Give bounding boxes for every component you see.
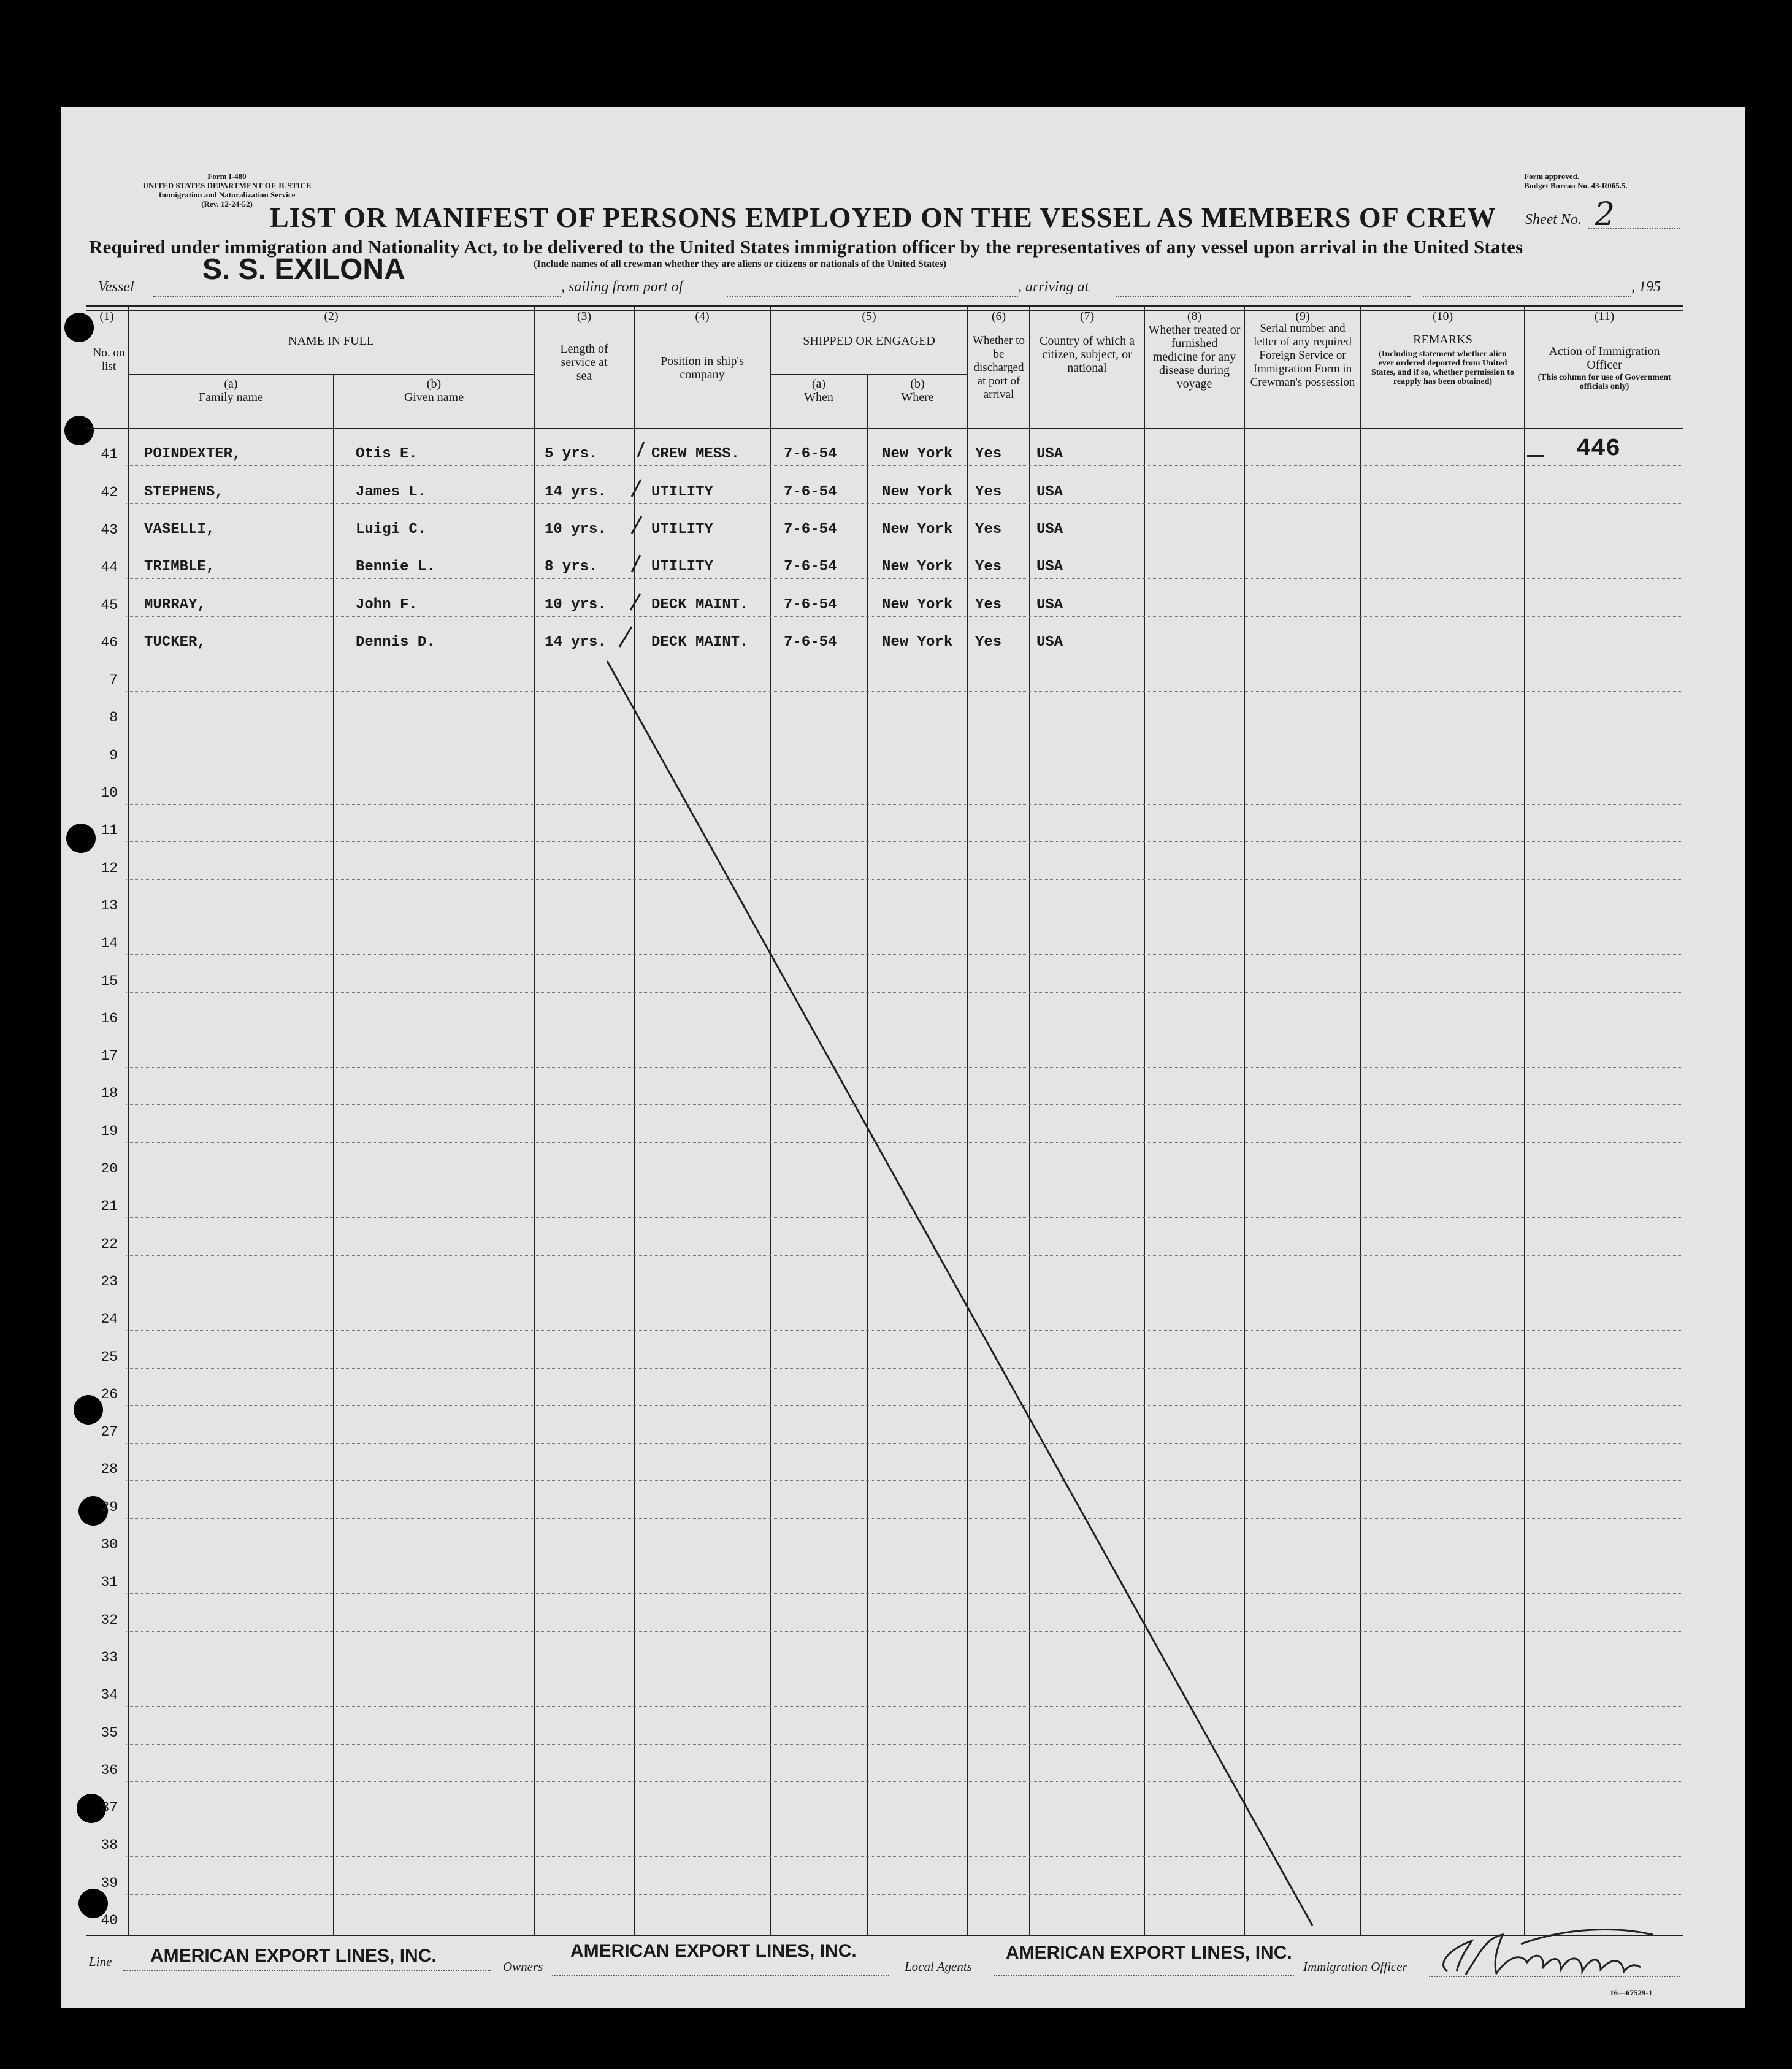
shipped-where-cell[interactable]: New York bbox=[882, 521, 953, 538]
row-number: 25 bbox=[101, 1348, 118, 1365]
line-field bbox=[123, 1970, 491, 1971]
check-mark bbox=[630, 594, 640, 610]
discharged-cell[interactable]: Yes bbox=[975, 633, 1002, 651]
officer-label: Immigration Officer bbox=[1303, 1959, 1407, 1974]
row-number: 26 bbox=[101, 1386, 118, 1402]
discharged-cell[interactable]: Yes bbox=[975, 596, 1002, 613]
row-number: 37 bbox=[101, 1800, 118, 1816]
service-length-cell[interactable]: 14 yrs. bbox=[545, 483, 607, 500]
col2b-header: (b) Given name bbox=[404, 377, 464, 404]
given-name-cell[interactable]: Otis E. bbox=[356, 446, 418, 463]
discharged-cell[interactable]: Yes bbox=[975, 521, 1002, 538]
agents-value[interactable]: AMERICAN EXPORT LINES, INC. bbox=[1006, 1943, 1292, 1963]
row-number: 42 bbox=[101, 484, 118, 500]
form-subnote: (Include names of all crewman whether they are aliens or citizens or nationals of the United States) bbox=[534, 259, 947, 269]
family-name-cell[interactable]: POINDEXTER, bbox=[144, 446, 242, 463]
col8-number: (8) bbox=[1187, 310, 1202, 323]
shipped-where-cell[interactable]: New York bbox=[882, 633, 953, 651]
row-number: 7 bbox=[109, 672, 118, 689]
check-mark bbox=[632, 480, 641, 497]
service-name: Immigration and Naturalization Service bbox=[158, 190, 296, 199]
family-name-cell[interactable]: TUCKER, bbox=[144, 633, 206, 651]
discharged-cell[interactable]: Yes bbox=[975, 559, 1002, 576]
shipped-when-cell[interactable]: 7-6-54 bbox=[784, 446, 837, 463]
row-number: 8 bbox=[109, 709, 118, 726]
row-number: 39 bbox=[101, 1875, 118, 1891]
line-value[interactable]: AMERICAN EXPORT LINES, INC. bbox=[150, 1946, 437, 1966]
agents-label: Local Agents bbox=[905, 1959, 972, 1974]
col4-number: (4) bbox=[695, 310, 710, 323]
sheet-number[interactable]: 2 bbox=[1595, 196, 1615, 233]
row-number: 9 bbox=[109, 747, 118, 763]
col10-number: (10) bbox=[1432, 310, 1453, 323]
col10-header: REMARKS bbox=[1413, 333, 1472, 346]
line-label: Line bbox=[89, 1954, 112, 1969]
row-number: 45 bbox=[101, 597, 118, 613]
country-cell[interactable]: USA bbox=[1036, 633, 1063, 651]
row-number: 15 bbox=[101, 973, 118, 989]
row-number: 21 bbox=[101, 1198, 118, 1215]
shipped-where-cell[interactable]: New York bbox=[882, 596, 953, 613]
col7-header: Country of which a citizen, subject, or national bbox=[1040, 334, 1135, 375]
shipped-when-cell[interactable]: 7-6-54 bbox=[784, 633, 837, 651]
shipped-when-cell[interactable]: 7-6-54 bbox=[784, 483, 837, 500]
shipped-where-cell[interactable]: New York bbox=[882, 483, 953, 500]
position-cell[interactable]: UTILITY bbox=[651, 559, 713, 576]
col3-number: (3) bbox=[576, 310, 592, 323]
col11-number: (11) bbox=[1594, 310, 1615, 323]
country-cell[interactable]: USA bbox=[1036, 559, 1063, 576]
row-number: 12 bbox=[101, 860, 118, 876]
col5b-header: (b) Where bbox=[901, 377, 934, 404]
check-mark bbox=[632, 516, 641, 534]
form-number: Form I-480 bbox=[207, 172, 247, 181]
row-number: 38 bbox=[101, 1837, 118, 1854]
shipped-when-cell[interactable]: 7-6-54 bbox=[784, 596, 837, 613]
form-title: LIST OR MANIFEST OF PERSONS EMPLOYED ON THE VESSEL AS MEMBERS OF CREW bbox=[270, 202, 1496, 233]
action-note[interactable]: 446 bbox=[1576, 435, 1621, 463]
row-number: 18 bbox=[101, 1085, 118, 1102]
position-cell[interactable]: CREW MESS. bbox=[651, 446, 740, 463]
year-label: , 195 bbox=[1631, 279, 1661, 295]
col2a-header: (a) Family name bbox=[199, 377, 263, 404]
col5-header: SHIPPED OR ENGAGED bbox=[803, 334, 935, 348]
col1-header: No. on list bbox=[93, 346, 125, 373]
col4-header: Position in ship's company bbox=[661, 354, 744, 381]
col7-number: (7) bbox=[1079, 310, 1095, 323]
sailing-label: , sailing from port of bbox=[561, 279, 683, 295]
family-name-cell[interactable]: STEPHENS, bbox=[144, 483, 224, 500]
owners-field bbox=[552, 1975, 889, 1976]
budget-number: Budget Bureau No. 43-R065.5. bbox=[1524, 181, 1628, 190]
row-number: 34 bbox=[101, 1687, 118, 1704]
check-mark bbox=[638, 442, 644, 457]
row-number: 43 bbox=[101, 521, 118, 538]
sheet-label: Sheet No. bbox=[1525, 212, 1582, 228]
col2-header: NAME IN FULL bbox=[288, 334, 374, 348]
row-number: 10 bbox=[101, 785, 118, 801]
row-number: 13 bbox=[101, 897, 118, 914]
row-number: 28 bbox=[101, 1461, 118, 1478]
form-approved: Form approved. bbox=[1524, 172, 1580, 181]
col9-header: Serial number and letter of any required Foreign Service or Immigration Form in Crewman's possession bbox=[1250, 322, 1355, 389]
family-name-cell[interactable]: MURRAY, bbox=[144, 596, 206, 613]
print-code: 16—67529-1 bbox=[1610, 1988, 1653, 1997]
check-mark bbox=[632, 555, 640, 572]
row-number: 24 bbox=[101, 1311, 118, 1328]
row-number: 19 bbox=[101, 1123, 118, 1139]
given-name-cell[interactable]: Luigi C. bbox=[356, 521, 427, 538]
row-number: 29 bbox=[101, 1499, 118, 1515]
service-length-cell[interactable]: 10 yrs. bbox=[545, 521, 607, 538]
col11-header: Action of Immigration Officer bbox=[1549, 345, 1660, 372]
check-mark bbox=[619, 627, 632, 647]
col10-note: (Including statement whether alien ever ordered deported from United States, and if so, whether permission to reapply has been obtained) bbox=[1371, 350, 1515, 386]
shipped-where-cell[interactable]: New York bbox=[882, 446, 953, 463]
col9-number: (9) bbox=[1295, 310, 1310, 323]
arriving-label: , arriving at bbox=[1018, 279, 1089, 295]
vessel-label: Vessel bbox=[98, 279, 134, 295]
given-name-cell[interactable]: Dennis D. bbox=[356, 633, 435, 651]
col8-header: Whether treated or furnished medicine for any disease during voyage bbox=[1148, 323, 1241, 391]
vessel-name[interactable]: S. S. EXILONA bbox=[202, 253, 405, 286]
row-number: 35 bbox=[101, 1724, 118, 1741]
row-number: 20 bbox=[101, 1161, 118, 1177]
row-number: 11 bbox=[101, 822, 118, 839]
col2-number: (2) bbox=[324, 310, 339, 323]
family-name-cell[interactable]: TRIMBLE, bbox=[144, 559, 215, 576]
col5-number: (5) bbox=[862, 310, 876, 323]
cancel-line bbox=[607, 661, 1312, 1926]
row-number: 30 bbox=[101, 1537, 118, 1553]
col3-header: Length of service at sea bbox=[560, 342, 608, 383]
given-name-cell[interactable]: Bennie L. bbox=[356, 559, 435, 576]
position-cell[interactable]: DECK MAINT. bbox=[651, 633, 749, 651]
row-number: 44 bbox=[101, 559, 118, 576]
row-number: 32 bbox=[101, 1612, 118, 1628]
given-name-cell[interactable]: James L. bbox=[356, 483, 427, 500]
row-number: 14 bbox=[101, 935, 118, 952]
form-subtitle: Required under immigration and Nationality Act, to be delivered to the United States immigration officer by the representatives of any vessel upon arrival in the United States bbox=[89, 236, 1523, 258]
row-number: 33 bbox=[101, 1649, 118, 1666]
owners-label: Owners bbox=[503, 1959, 543, 1974]
row-number: 40 bbox=[101, 1913, 118, 1929]
position-cell[interactable]: DECK MAINT. bbox=[651, 596, 749, 613]
owners-value[interactable]: AMERICAN EXPORT LINES, INC. bbox=[570, 1941, 857, 1961]
row-number: 46 bbox=[101, 634, 118, 651]
revision-date: (Rev. 12-24-52) bbox=[201, 199, 253, 208]
col6-number: (6) bbox=[991, 310, 1006, 323]
row-number: 23 bbox=[101, 1273, 118, 1290]
row-number: 27 bbox=[101, 1424, 118, 1440]
officer-signature[interactable] bbox=[1429, 1913, 1662, 1987]
service-length-cell[interactable]: 10 yrs. bbox=[545, 596, 607, 613]
shipped-when-cell[interactable]: 7-6-54 bbox=[784, 559, 837, 576]
shipped-when-cell[interactable]: 7-6-54 bbox=[784, 521, 837, 538]
position-cell[interactable]: UTILITY bbox=[651, 521, 713, 538]
row-number: 22 bbox=[101, 1236, 118, 1252]
row-number: 41 bbox=[101, 446, 118, 463]
family-name-cell[interactable]: VASELLI, bbox=[144, 521, 215, 538]
discharged-cell[interactable]: Yes bbox=[975, 446, 1002, 463]
col5a-header: (a) When bbox=[804, 377, 833, 404]
country-cell[interactable]: USA bbox=[1036, 446, 1063, 463]
row-number: 16 bbox=[101, 1010, 118, 1027]
position-cell[interactable]: UTILITY bbox=[651, 483, 713, 500]
service-length-cell[interactable]: 8 yrs. bbox=[545, 559, 598, 576]
country-cell[interactable]: USA bbox=[1036, 521, 1063, 538]
row-number: 36 bbox=[101, 1762, 118, 1778]
given-name-cell[interactable]: John F. bbox=[356, 596, 418, 613]
row-number: 31 bbox=[101, 1574, 118, 1591]
shipped-where-cell[interactable]: New York bbox=[882, 559, 953, 576]
department-name: UNITED STATES DEPARTMENT OF JUSTICE bbox=[142, 181, 312, 190]
row-number: 17 bbox=[101, 1048, 118, 1065]
col1-number: (1) bbox=[99, 310, 114, 323]
col6-header: Whether to be discharged at port of arrival bbox=[973, 334, 1025, 401]
country-cell[interactable]: USA bbox=[1036, 483, 1063, 500]
agents-field bbox=[994, 1975, 1294, 1976]
service-length-cell[interactable]: 14 yrs. bbox=[545, 633, 607, 651]
discharged-cell[interactable]: Yes bbox=[975, 483, 1002, 500]
service-length-cell[interactable]: 5 yrs. bbox=[545, 446, 598, 463]
country-cell[interactable]: USA bbox=[1036, 596, 1063, 613]
col11-note: (This column for use of Government officials only) bbox=[1537, 373, 1671, 391]
